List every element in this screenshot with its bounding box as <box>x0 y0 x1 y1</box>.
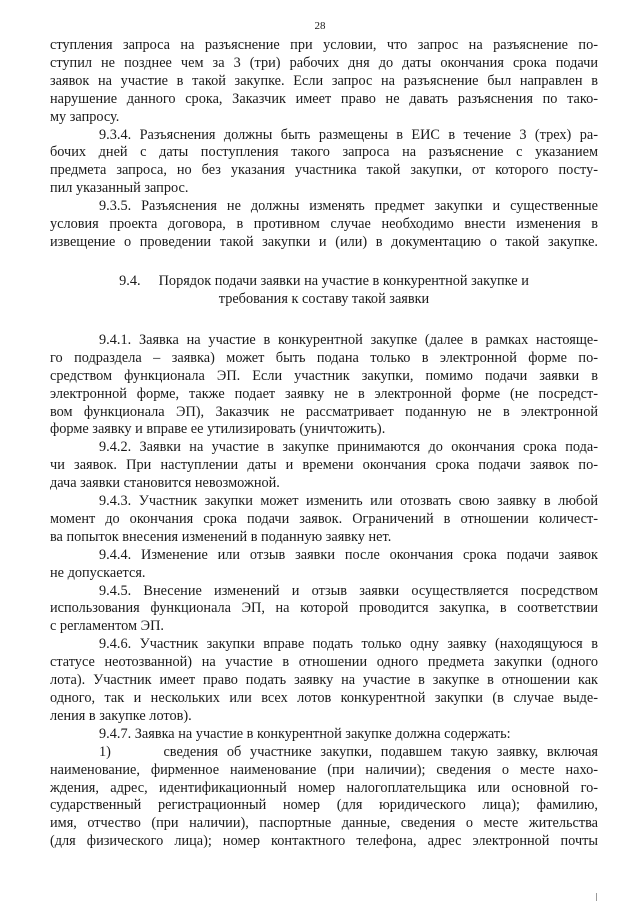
text-line: 9.3.4. Разъяснения должны быть размещены в ЕИС в течение 3 (трех) ра- <box>99 126 598 143</box>
application-paragraphs <box>50 332 598 851</box>
paragraph-9-4-7 <box>50 726 598 744</box>
text-line: имя, отчество (при наличии), паспортные данные, сведения о месте жительства <box>50 815 598 832</box>
text-line: 9.4.5. Внесение изменений и отзыв заявки осуществляется посредством <box>99 582 598 599</box>
text-line: с регламентом ЭП. <box>50 618 164 635</box>
paragraph-9-4-1 <box>50 332 598 439</box>
text-line: заявок на участие в такой закупке. Если запрос на разъяснение был направлен в <box>50 72 598 89</box>
paragraph-9-4-3 <box>50 493 598 547</box>
text-line: условия проекта договора, в противном случае необходимо внести изменения в <box>50 216 598 233</box>
text-line: 9.4.7. Заявка на участие в конкурентной закупке должна содержать: <box>99 725 511 742</box>
text-line: вом функционала ЭП), Заказчик не рассматривает поданную не в электронной <box>50 403 598 420</box>
paragraph-continuation <box>50 37 598 127</box>
text-line: не допускается. <box>50 564 146 581</box>
page-number: 28 <box>314 20 326 32</box>
section-title-part-2: требования к составу такой заявки <box>218 290 430 307</box>
paragraph-9-4-5 <box>50 583 598 637</box>
scan-mark <box>596 893 597 901</box>
section-title-part-1: Порядок подачи заявки на участие в конкурентной закупке и <box>158 272 529 289</box>
text-line: ступления запроса на разъяснение при условии, что запрос на разъяснение по- <box>50 37 598 53</box>
text-line: сударственный регистрационный номер (для юридического лица); фамилию, <box>50 797 598 814</box>
text-line: го подраздела – заявка) может быть подана только в электронной форме по- <box>50 349 598 366</box>
text-line: лота). Участник имеет право подать заявку на участие в закупке в отношении как <box>50 672 598 689</box>
text-line: средством функционала ЭП. Если участник закупки, помимо подачи заявки в <box>50 367 598 384</box>
paragraph-9-4-2 <box>50 439 598 493</box>
text-line: форме заявку и вправе ее утилизировать (уничтожить). <box>50 421 386 438</box>
text-line: электронной форме, также подает заявку не в электронной форме (не посредст- <box>50 385 598 402</box>
section-number: 9.4. <box>119 272 141 289</box>
text-line: дача заявки становится невозможной. <box>50 475 280 492</box>
text-line: му запросу. <box>50 108 120 125</box>
paragraph-9-4-4 <box>50 547 598 583</box>
text-line: пил указанный запрос. <box>50 180 189 197</box>
text-line: 9.4.2. Заявки на участие в закупке принимаются до окончания срока пода- <box>99 439 598 456</box>
paragraph-9-3-5 <box>50 198 598 252</box>
text-line: нарушение данного срока, Заказчик имеет право не давать разъяснения по тако- <box>50 90 598 107</box>
text-line: 9.4.6. Участник закупки вправе подать только одну заявку (находящуюся в <box>99 636 598 653</box>
text-line: извещение о проведении такой закупки и (или) в документацию о такой закупке. <box>50 233 598 250</box>
text-line: бочих дней с даты поступления такого запроса на разъяснение с указанием <box>50 144 598 161</box>
document-body <box>50 37 598 851</box>
text-line: чи заявок. При наступлении даты и времени окончания срока подачи заявок по- <box>50 457 598 474</box>
text-line: 9.3.5. Разъяснения не должны изменять предмет закупки и существенные <box>99 198 598 215</box>
text-line: использования функционала ЭП, на которой проводится закупка, в соответствии <box>50 600 598 617</box>
text-line: 9.4.4. Изменение или отзыв заявки после окончания срока подачи заявок <box>99 546 598 563</box>
text-line: статусе неотозванной) на участие в отношении одного предмета закупки (одного <box>50 654 598 671</box>
text-line: 9.4.3. Участник закупки может изменить или отозвать свою заявку в любой <box>99 493 598 510</box>
text-line: момент до окончания срока подачи заявок. Ограничений в отношении количест- <box>50 510 598 527</box>
text-line: ления в закупке лотов). <box>50 707 192 724</box>
section-heading-line-1 <box>50 272 598 290</box>
text-line: ва попыток внесения изменений в поданную заявку нет. <box>50 528 392 545</box>
text-line: ждения, адрес, идентификационный номер налогоплательщика или основной го- <box>50 779 598 796</box>
text-line: 9.4.1. Заявка на участие в конкурентной закупке (далее в рамках настояще- <box>99 331 598 348</box>
text-line: одного, так и нескольких или всех лотов конкурентной закупки (в случае выде- <box>50 690 598 706</box>
section-heading <box>50 272 598 308</box>
text-line: 1) сведения об участнике закупки, подавшем такую заявку, включая <box>99 743 598 760</box>
list-item-1 <box>50 744 598 851</box>
clarification-paragraphs <box>50 37 598 252</box>
text-line: наименование, фирменное наименование (при наличии); сведения о месте нахо- <box>50 761 598 778</box>
paragraph-9-4-6 <box>50 636 598 726</box>
text-line: ступил не позднее чем за 3 (три) рабочих дня до даты окончания срока подачи <box>50 54 598 71</box>
paragraph-9-3-4 <box>50 127 598 199</box>
text-line: предмета запроса, но без указания участника такой закупки, от которого посту- <box>50 162 598 179</box>
text-line: (для физического лица); номер контактного телефона, адрес электронной почты <box>50 833 598 850</box>
